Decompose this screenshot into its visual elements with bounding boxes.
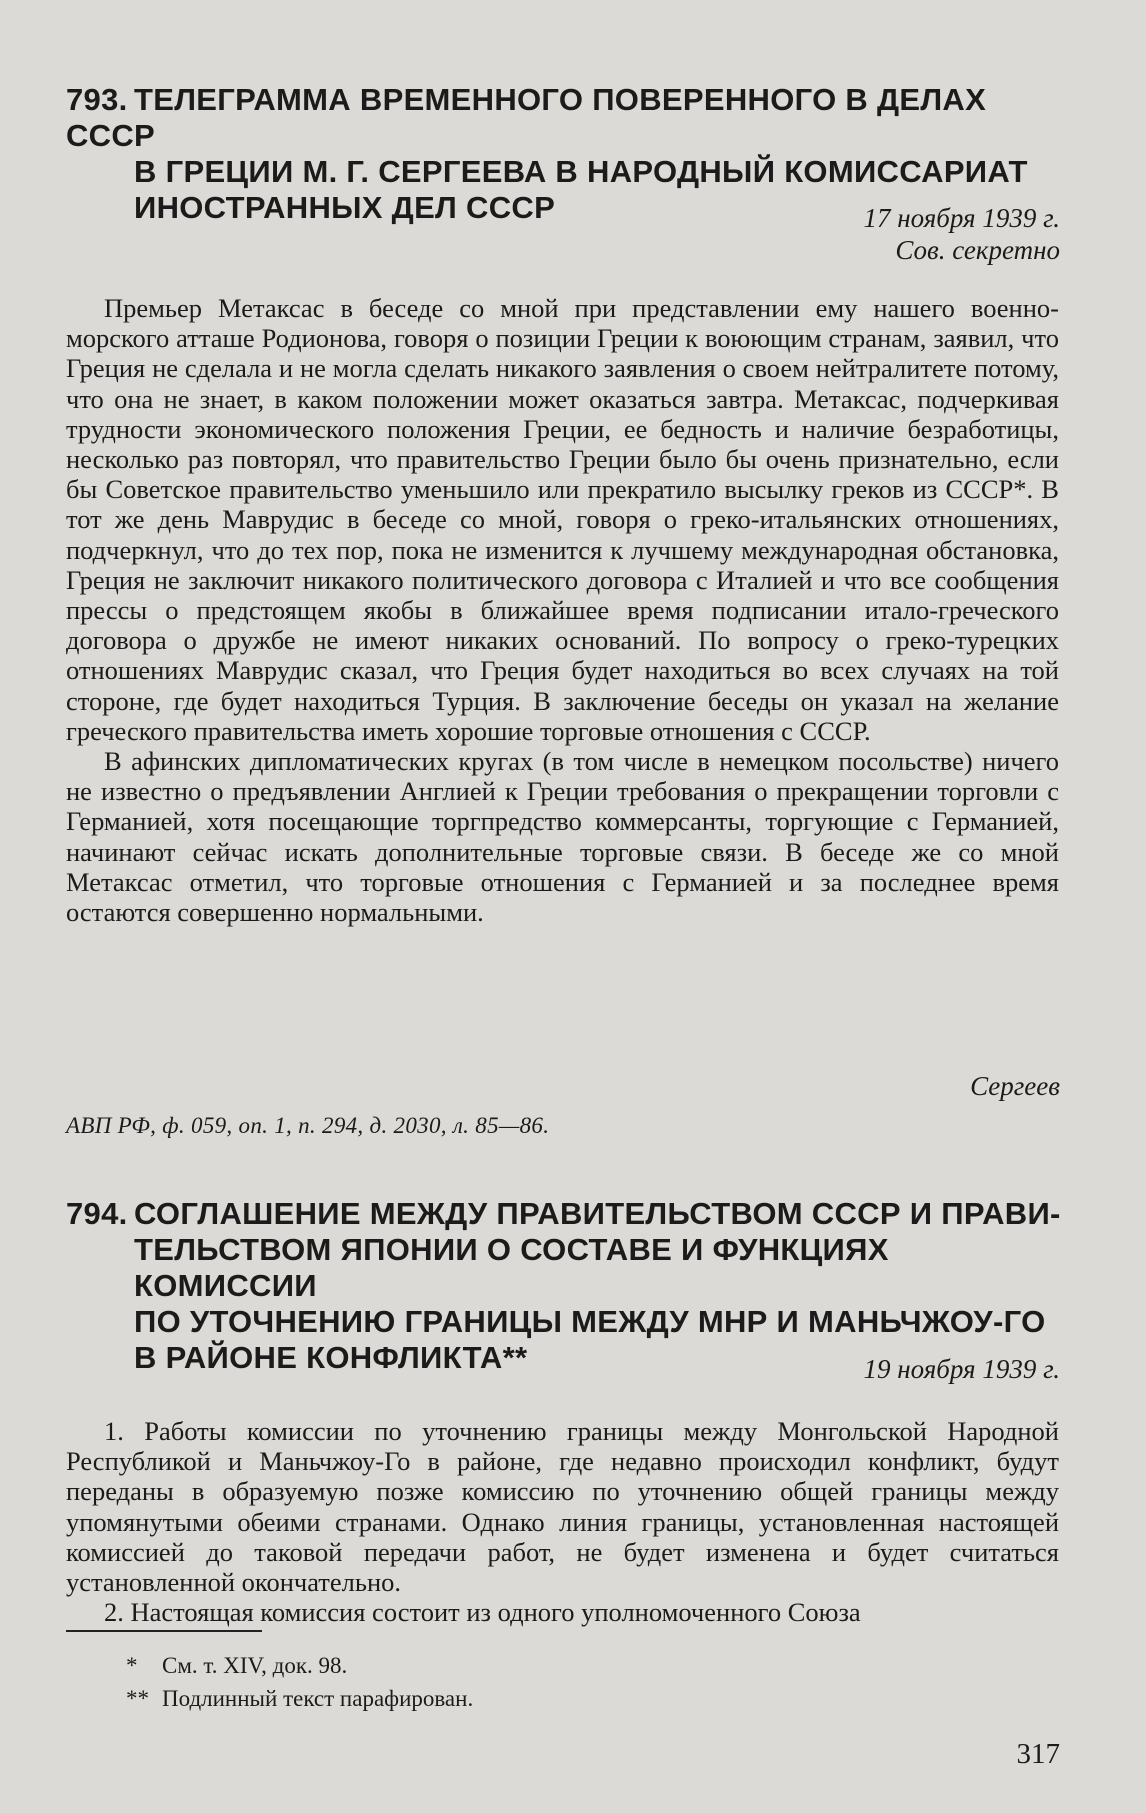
document-794-body bbox=[66, 1416, 1059, 1627]
document-793-classification: Сов. секретно bbox=[895, 235, 1060, 265]
document-794-title-line-3: ПО УТОЧНЕНИЮ ГРАНИЦЫ МЕЖДУ МНР И МАНЬЧЖОУ-ГО bbox=[134, 1304, 1046, 1339]
document-793-signature: Сергеев bbox=[970, 1071, 1060, 1101]
document-794-heading bbox=[66, 1196, 1066, 1376]
document-793-title-line-1: 793. ТЕЛЕГРАММА ВРЕМЕННОГО ПОВЕРЕННОГО В ДЕЛАХ СССР bbox=[66, 82, 987, 153]
footnote-1-mark: * bbox=[126, 1653, 138, 1678]
document-794-paragraph-1: 1. Работы комиссии по уточнению границы между Монгольской Народной Республикой и Маньчжоу-Го в районе, где недавно происходил конфликт, будут переданы в образуемую позже комиссию по уточнению общей границы между упомянутыми обеими странами. Однако линия границы, установленная настоящей комиссией до таковой передачи работ, не будет изменена и будет считаться установленной окончательно. bbox=[66, 1416, 1059, 1598]
page-number: 317 bbox=[1016, 1738, 1060, 1770]
document-793-number: 793. bbox=[66, 82, 128, 117]
document-794-title-line-4: В РАЙОНЕ КОНФЛИКТА** bbox=[134, 1340, 528, 1375]
document-793-title-line-2: В ГРЕЦИИ М. Г. СЕРГЕЕВА В НАРОДНЫЙ КОМИССАРИАТ bbox=[134, 154, 1028, 189]
document-793-body bbox=[66, 293, 1059, 927]
document-794-title-line-1: 794. СОГЛАШЕНИЕ МЕЖДУ ПРАВИТЕЛЬСТВОМ СССР И ПРАВИ- bbox=[66, 1196, 1061, 1231]
document-793-paragraph-2: В афинских дипломатических кругах (в том числе в немецком посольстве) ничего не известно о предъявлении Англией к Греции требования о прекращении торговли с Германией, хотя посещающие торгпредство коммерсанты, торгующие с Германией, начинают сейчас искать дополнительные торговые связи. В беседе же со мной Метаксас отметил, что торговые отношения с Германией и за последнее время остаются совершенно нормальными. bbox=[66, 746, 1059, 928]
document-793-paragraph-1: Премьер Метаксас в беседе со мной при представлении ему нашего военно-морского атташе Родионова, говоря о позиции Греции к воюющим странам, заявил, что Греция не сделала и не могла сделать никакого заявления о своем нейтралитете потому, что она не знает, в каком положении может оказаться завтра. Метаксас, подчеркивая трудности экономического положения Греции, ее бедность и наличие безработицы, несколько раз повторял, что правительство Греции было бы очень признательно, если бы Советское правительство уменьшило или прекратило высылку греков из СССР*. В тот же день Маврудис в беседе со мной, говоря о греко-итальянских отношениях, подчеркнул, что до тех пор, пока не изменится к лучшему международная обстановка, Греция не заключит никакого политического договора с Италией и что все сообщения прессы о предстоящем якобы в ближайшее время подписании итало-греческого договора о дружбе не имеют никаких оснований. По вопросу о греко-турецких отношениях Маврудис сказал, что Греция будет находиться во всех случаях на той стороне, где будет находиться Турция. В заключение беседы он указал на желание греческого правительства иметь хорошие торговые отношения с СССР. bbox=[66, 293, 1059, 746]
document-793-title-line-3: ИНОСТРАННЫХ ДЕЛ СССР bbox=[134, 190, 556, 225]
document-794-number: 794. bbox=[66, 1196, 128, 1231]
document-793-date: 17 ноября 1939 г. bbox=[863, 203, 1060, 233]
footnote-1-text: См. т. XIV, док. 98. bbox=[162, 1653, 348, 1678]
document-793-archive-source: АВП РФ, ф. 059, оп. 1, п. 294, д. 2030, л. 85—86. bbox=[66, 1113, 550, 1138]
footnote-1 bbox=[126, 1653, 347, 1679]
footnote-2-mark: ** bbox=[126, 1686, 149, 1711]
footnote-2 bbox=[126, 1686, 473, 1712]
footnote-divider bbox=[66, 1630, 262, 1632]
footnote-2-text: Подлинный текст парафирован. bbox=[162, 1686, 474, 1711]
document-794-title-line-2: ТЕЛЬСТВОМ ЯПОНИИ О СОСТАВЕ И ФУНКЦИЯХ КОМИССИИ bbox=[134, 1232, 889, 1303]
document-794-date: 19 ноября 1939 г. bbox=[863, 1354, 1060, 1384]
document-794-paragraph-2: 2. Настоящая комиссия состоит из одного уполномоченного Союза bbox=[104, 1597, 861, 1628]
